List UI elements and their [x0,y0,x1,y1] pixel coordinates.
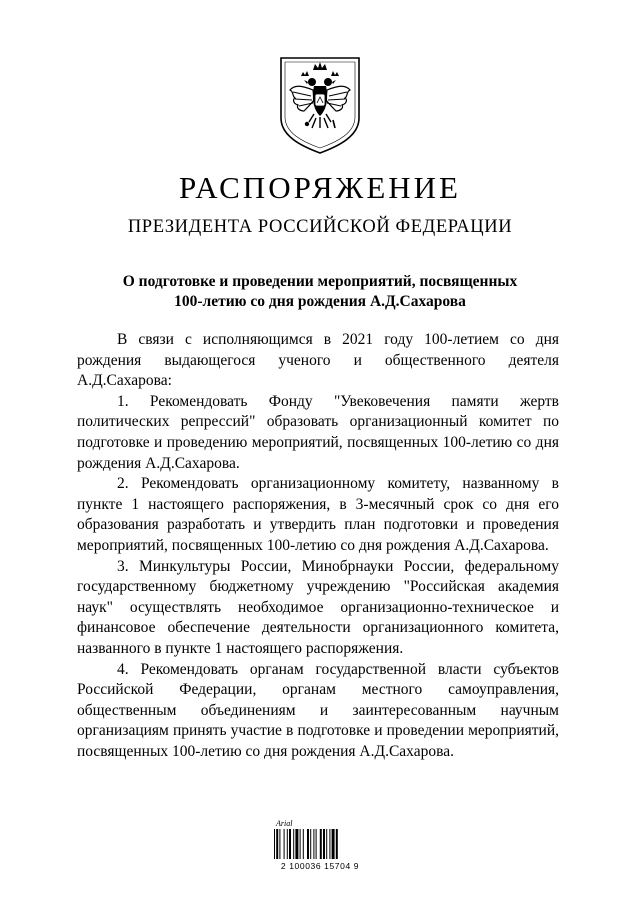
item-paragraph-4: 4. Рекомендовать органам государственной власти субъектов Российской Федерации, органам местного самоуправления, общественным объединениям и заинтересованным научным организациям принять участие в подготовке и проведении мероприятий, посвященных 100-летию со дня рождения А.Д.Сахарова. [77,660,559,760]
item-paragraph-2: 2. Рекомендовать организационному комитету, названному в пункте 1 настоящего распоряжения, в 3-месячный срок со дня его образования разработать и утвердить план подготовки и проведения мероприятий, посвященных 100-летию со дня рождения А.Д.Сахарова. [77,475,559,554]
issuer-heading: ПРЕЗИДЕНТА РОССИЙСКОЙ ФЕДЕРАЦИИ [127,217,513,237]
document-subject [90,272,550,312]
barcode-icon [274,829,366,859]
barcode-number: 2 100036 15704 9 [280,861,360,871]
document-body [77,330,559,762]
item-paragraph-1: 1. Рекомендовать Фонду "Увековечения памяти жертв политических репрессий" образовать организационный комитет по подготовке и проведению мероприятий, посвященных 100-летию со дня рождения А.Д.Сахарова. [77,392,559,472]
document-barcode [268,820,372,876]
coat-of-arms-of-russia-icon [279,56,361,154]
subject-line-2: 100-летию со дня рождения А.Д.Сахарова [174,293,466,310]
coat-of-arms-emblem [279,56,361,154]
subject-line-1: О подготовке и проведении мероприятий, посвященных [122,273,518,290]
preamble-paragraph: В связи с исполняющимся в 2021 году 100-летием со дня рождения выдающегося ученого и общественного деятеля А.Д.Сахарова: [77,331,559,390]
barcode-mark: Arial [276,819,293,828]
document-type-heading: РАСПОРЯЖЕНИЕ [179,170,461,205]
item-paragraph-3: 3. Минкультуры России, Минобрнауки России, федеральному государственному бюджетному учреждению "Российская академия наук" осуществлять необходимое организационно-техническое и финансовое обеспечение деятельности организационного комитета, названного в пункте 1 настоящего распоряжения. [77,557,559,657]
